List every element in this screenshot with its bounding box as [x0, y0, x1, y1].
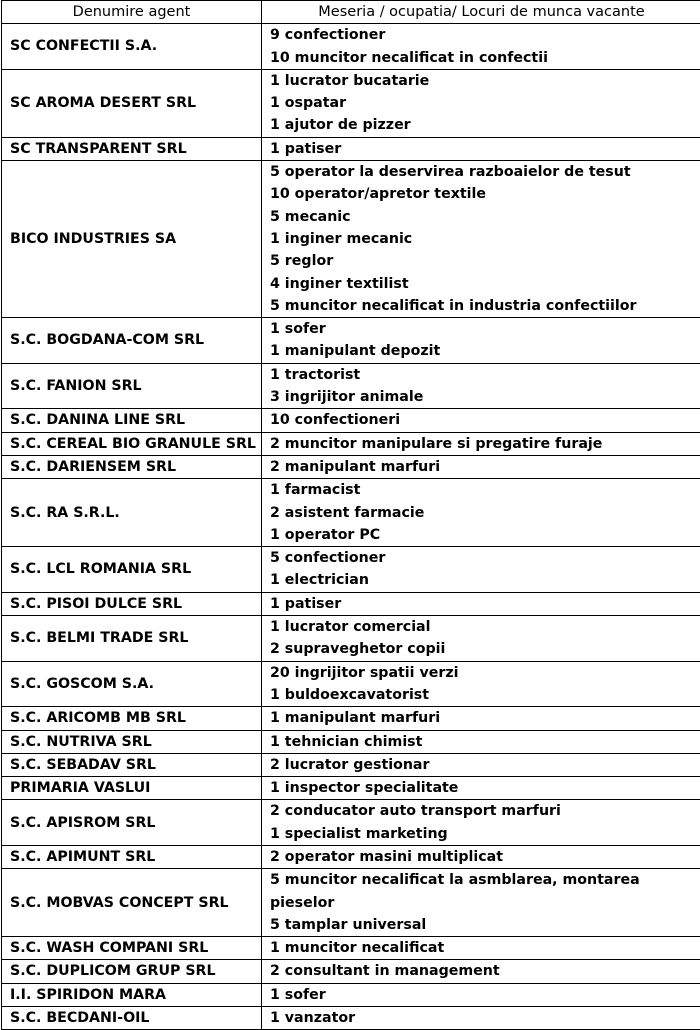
job-entry: 1 manipulant depozit — [270, 340, 700, 362]
job-entry: 10 operator/apretor textile — [270, 183, 700, 205]
job-entry: 10 muncitor necalificat in confectii — [270, 47, 700, 69]
job-entry: 1 tractorist — [270, 364, 700, 386]
job-entry: 5 muncitor necalificat in industria confectiilor — [270, 295, 700, 317]
agent-name: SC CONFECTII S.A. — [2, 24, 262, 70]
agent-name: SC AROMA DESERT SRL — [2, 69, 262, 137]
table-body — [2, 24, 700, 1030]
table-row — [2, 777, 700, 800]
job-list — [262, 937, 700, 960]
job-entry: 5 tamplar universal — [270, 914, 700, 936]
job-entry: 2 supraveghetor copii — [270, 638, 700, 660]
job-list — [262, 432, 700, 455]
table-row — [2, 137, 700, 160]
agent-name: PRIMARIA VASLUI — [2, 777, 262, 800]
agent-name: S.C. RA S.R.L. — [2, 479, 262, 547]
job-entry: 1 vanzator — [270, 1007, 700, 1029]
job-list — [262, 616, 700, 662]
job-entry: 20 ingrijitor spatii verzi — [270, 662, 700, 684]
job-entry: 1 operator PC — [270, 524, 700, 546]
table-row — [2, 730, 700, 753]
table-row — [2, 707, 700, 730]
job-entry: 1 patiser — [270, 138, 700, 160]
job-entry: 1 buldoexcavatorist — [270, 684, 700, 706]
job-list — [262, 707, 700, 730]
agent-name: S.C. BOGDANA-COM SRL — [2, 318, 262, 364]
job-entry: 1 ospatar — [270, 92, 700, 114]
job-list — [262, 318, 700, 364]
job-list — [262, 983, 700, 1006]
agent-name: I.I. SPIRIDON MARA — [2, 983, 262, 1006]
agent-name: S.C. DUPLICOM GRUP SRL — [2, 960, 262, 983]
job-entry: 3 ingrijitor animale — [270, 386, 700, 408]
agent-name: S.C. GOSCOM S.A. — [2, 661, 262, 707]
job-entry: 1 muncitor necalificat — [270, 937, 700, 959]
job-entry: 2 manipulant marfuri — [270, 456, 700, 478]
job-list — [262, 753, 700, 776]
job-entry: 5 muncitor necalificat la asmblarea, montarea pieselor — [270, 869, 700, 914]
job-list — [262, 137, 700, 160]
table-row — [2, 318, 700, 364]
job-entry: 2 lucrator gestionar — [270, 754, 700, 776]
table-row — [2, 409, 700, 432]
job-entry: 1 tehnician chimist — [270, 731, 700, 753]
job-entry: 1 lucrator comercial — [270, 616, 700, 638]
job-list — [262, 845, 700, 868]
job-entry: 5 confectioner — [270, 547, 700, 569]
table-row — [2, 753, 700, 776]
table-row — [2, 1007, 700, 1030]
job-entry: 2 conducator auto transport marfuri — [270, 800, 700, 822]
job-list — [262, 363, 700, 409]
job-entry: 1 inginer mecanic — [270, 228, 700, 250]
job-entry: 9 confectioner — [270, 24, 700, 46]
table-row — [2, 592, 700, 615]
job-list — [262, 409, 700, 432]
job-list — [262, 455, 700, 478]
job-entry: 2 muncitor manipulare si pregatire furaje — [270, 433, 700, 455]
job-list — [262, 547, 700, 593]
table-row — [2, 69, 700, 137]
job-entry: 10 confectioneri — [270, 409, 700, 431]
table-row — [2, 869, 700, 937]
job-entry: 1 sofer — [270, 318, 700, 340]
job-entry: 2 consultant in management — [270, 960, 700, 982]
agent-name: SC TRANSPARENT SRL — [2, 137, 262, 160]
job-entry: 1 ajutor de pizzer — [270, 114, 700, 136]
job-list — [262, 24, 700, 70]
agent-name: S.C. DANINA LINE SRL — [2, 409, 262, 432]
table-row — [2, 960, 700, 983]
job-list — [262, 161, 700, 318]
job-list — [262, 479, 700, 547]
table-row — [2, 432, 700, 455]
agent-name: S.C. BECDANI-OIL — [2, 1007, 262, 1030]
job-entry: 5 operator la deservirea razboaielor de tesut — [270, 161, 700, 183]
agent-name: S.C. CEREAL BIO GRANULE SRL — [2, 432, 262, 455]
job-entry: 5 mecanic — [270, 206, 700, 228]
agent-name: S.C. NUTRIVA SRL — [2, 730, 262, 753]
job-entry: 1 patiser — [270, 593, 700, 615]
table-row — [2, 547, 700, 593]
agent-name: S.C. MOBVAS CONCEPT SRL — [2, 869, 262, 937]
table-row — [2, 363, 700, 409]
job-list — [262, 960, 700, 983]
vacancies-table — [1, 0, 700, 1030]
agent-name: S.C. LCL ROMANIA SRL — [2, 547, 262, 593]
agent-name: S.C. BELMI TRADE SRL — [2, 616, 262, 662]
job-entry: 1 sofer — [270, 984, 700, 1006]
table-header-row — [2, 1, 700, 24]
table-row — [2, 161, 700, 318]
job-entry: 1 inspector specialitate — [270, 777, 700, 799]
job-list — [262, 800, 700, 846]
job-list — [262, 730, 700, 753]
agent-name: S.C. WASH COMPANI SRL — [2, 937, 262, 960]
agent-name: BICO INDUSTRIES SA — [2, 161, 262, 318]
job-entry: 1 farmacist — [270, 479, 700, 501]
job-entry: 5 reglor — [270, 250, 700, 272]
agent-name: S.C. APISROM SRL — [2, 800, 262, 846]
job-entry: 1 specialist marketing — [270, 823, 700, 845]
job-list — [262, 69, 700, 137]
job-list — [262, 869, 700, 937]
header-agent: Denumire agent — [2, 1, 262, 24]
table-row — [2, 983, 700, 1006]
agent-name: S.C. APIMUNT SRL — [2, 845, 262, 868]
agent-name: S.C. DARIENSEM SRL — [2, 455, 262, 478]
table-row — [2, 24, 700, 70]
job-entry: 2 asistent farmacie — [270, 502, 700, 524]
table-row — [2, 937, 700, 960]
job-entry: 1 lucrator bucatarie — [270, 70, 700, 92]
agent-name: S.C. SEBADAV SRL — [2, 753, 262, 776]
header-jobs: Meseria / ocupatia/ Locuri de munca vacante — [262, 1, 700, 24]
job-list — [262, 592, 700, 615]
job-list — [262, 1007, 700, 1030]
table-row — [2, 616, 700, 662]
job-list — [262, 661, 700, 707]
table-row — [2, 661, 700, 707]
table-row — [2, 479, 700, 547]
agent-name: S.C. ARICOMB MB SRL — [2, 707, 262, 730]
job-entry: 1 electrician — [270, 569, 700, 591]
job-list — [262, 777, 700, 800]
job-entry: 2 operator masini multiplicat — [270, 846, 700, 868]
table-row — [2, 455, 700, 478]
job-entry: 4 inginer textilist — [270, 273, 700, 295]
table-row — [2, 800, 700, 846]
agent-name: S.C. FANION SRL — [2, 363, 262, 409]
job-entry: 1 manipulant marfuri — [270, 707, 700, 729]
agent-name: S.C. PISOI DULCE SRL — [2, 592, 262, 615]
table-row — [2, 845, 700, 868]
